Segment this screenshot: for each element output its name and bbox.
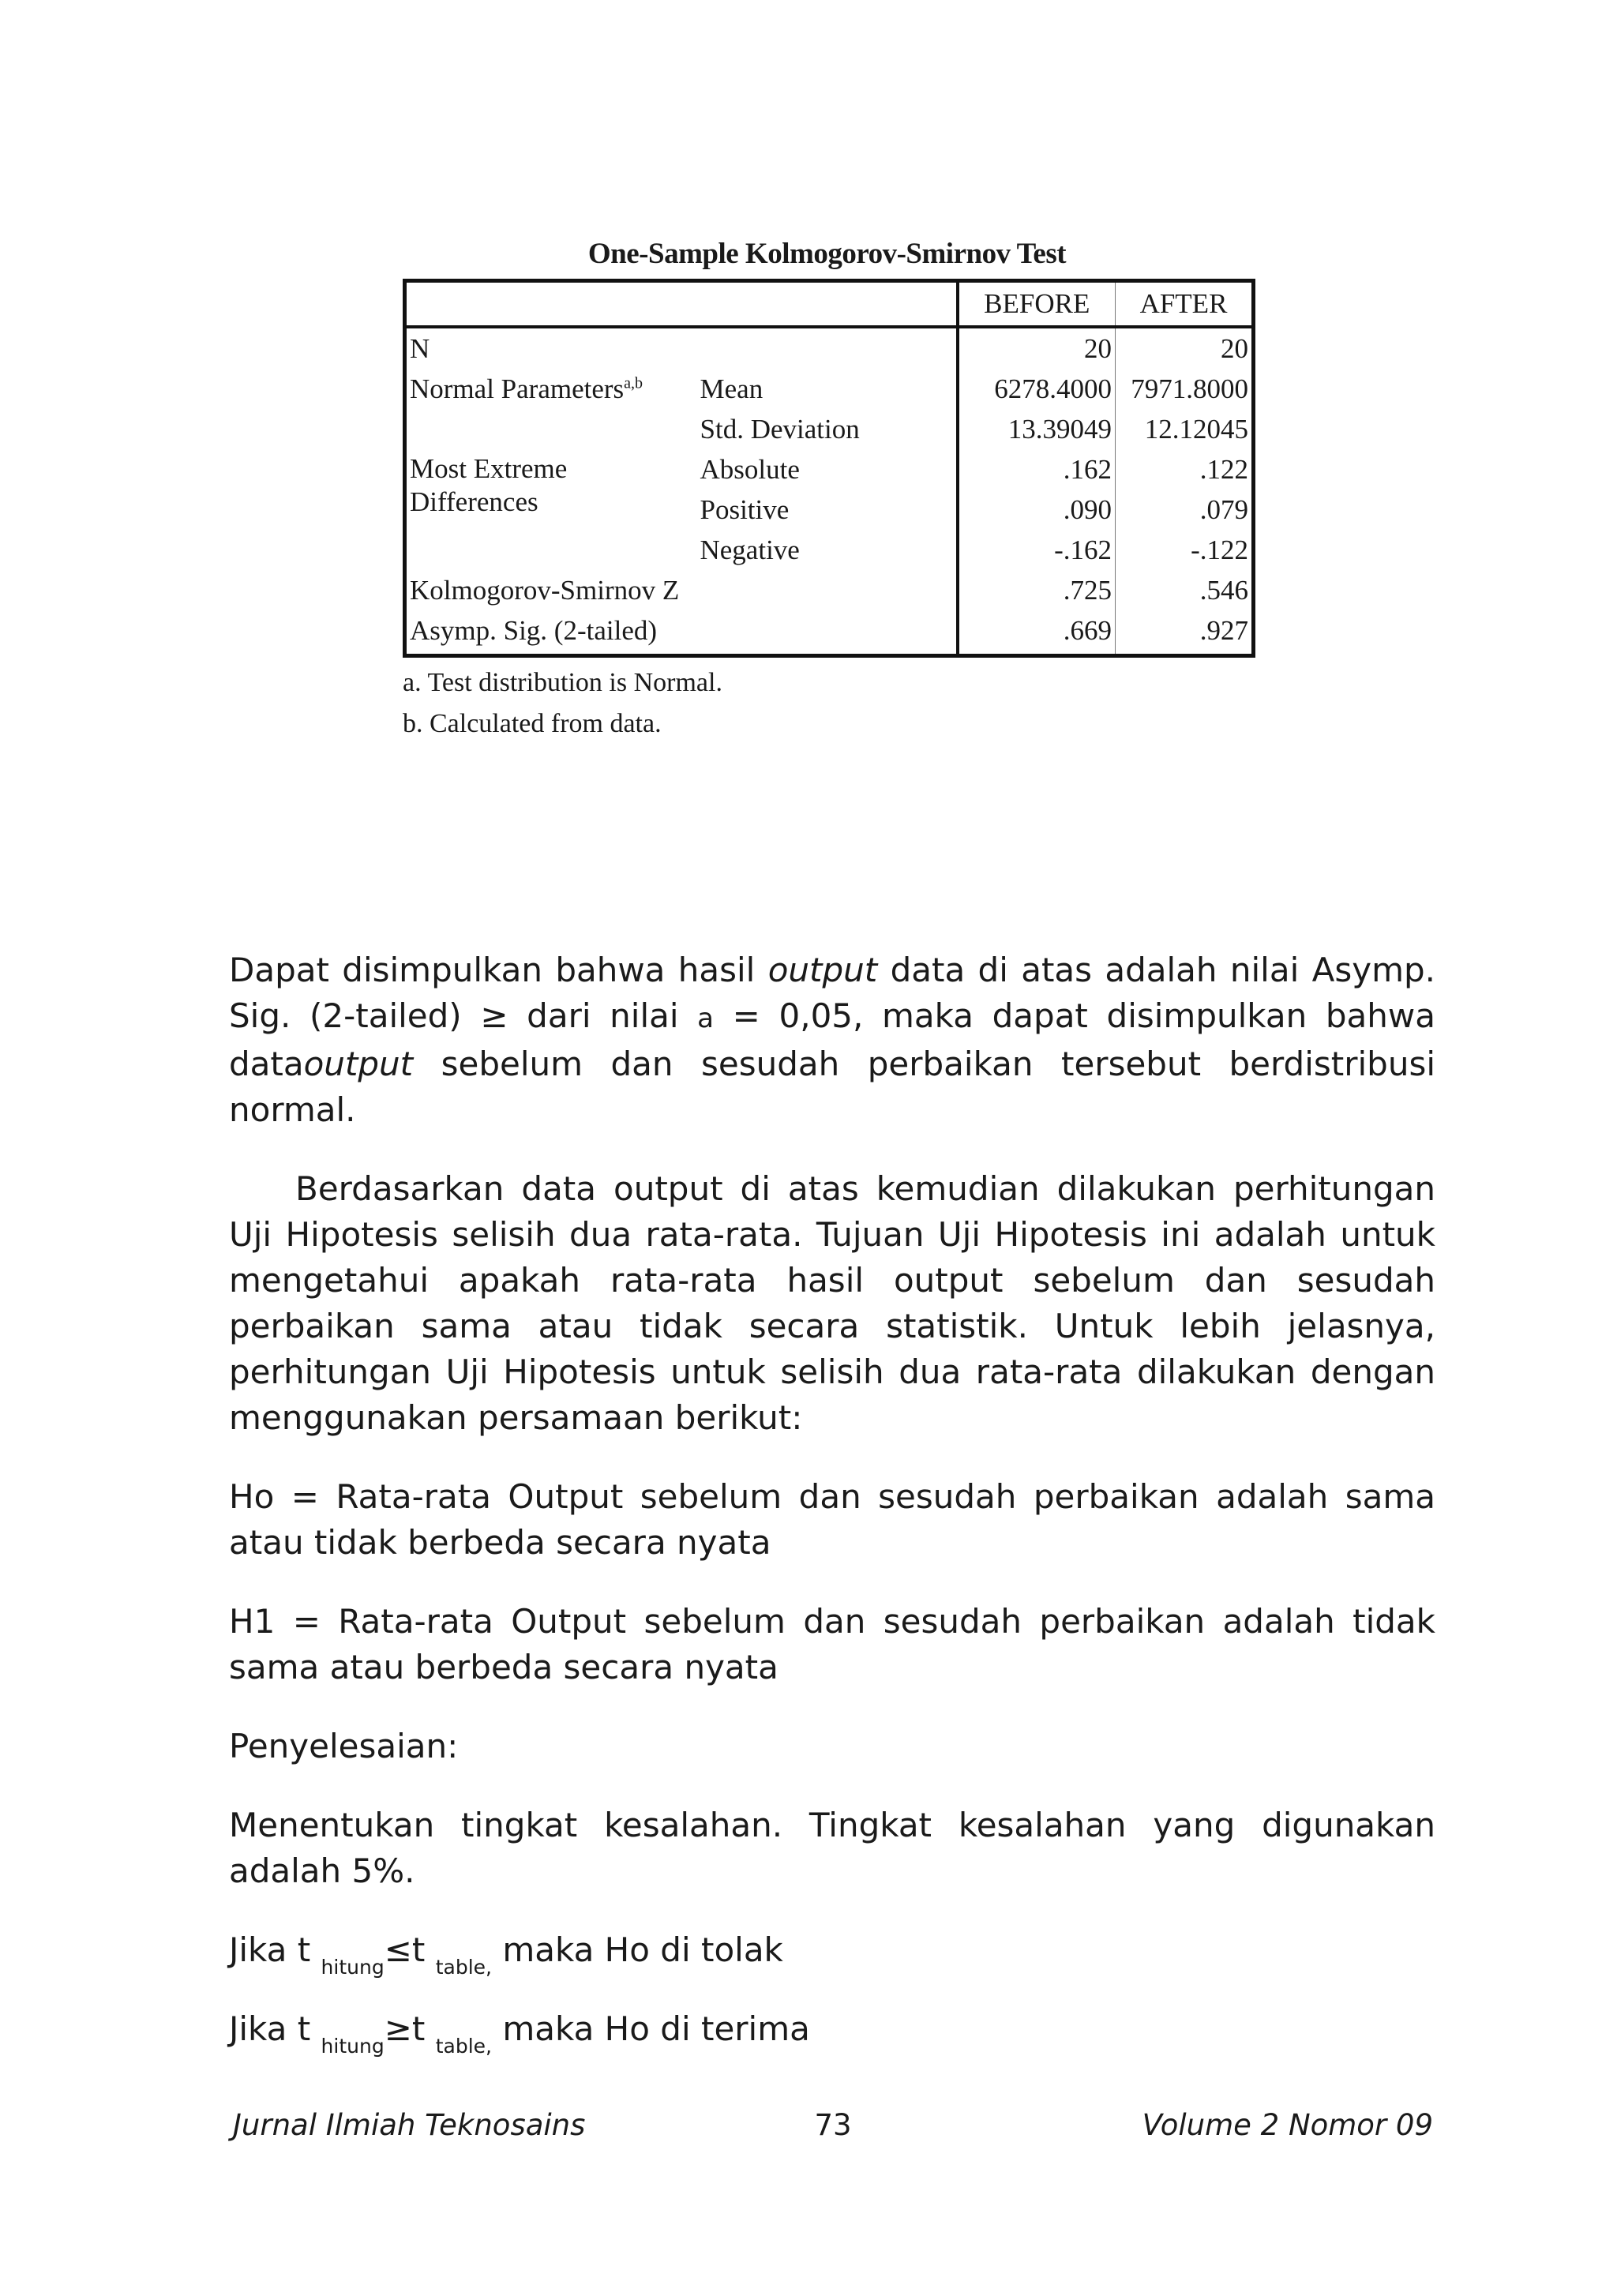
paragraph-hypothesis: Berdasarkan data output di atas kemudian dilakukan perhitungan Uji Hipotesis selisih dua rata-rata. Tujuan Uji Hipotesis ini adalah untuk mengetahui apakah rata-rata hasil output sebelum dan sesudah perbaikan sama atau tidak secara statistik. Untuk lebih jelasnya, perhitungan Uji Hipotesis untuk selisih dua rata-rata dilakukan dengan menggunakan persamaan berikut: [229,1169,1435,1437]
header-before: BEFORE [958,281,1116,328]
body-text [229,947,1435,2090]
header-empty-cell [405,281,958,328]
cell-before: .162 [1063,454,1112,485]
table-row [405,327,1254,369]
row-label: Normal Parameters$^{a,b}$ [410,373,643,404]
cell-after: .927 [1116,610,1254,656]
row-label: Most Extreme Differences [410,453,568,517]
cell-before: .669 [1063,615,1112,646]
ks-test-figure [403,237,1263,745]
row-sublabel: Std. Deviation [697,409,958,449]
table-row [405,530,1254,570]
table-row [405,449,1254,490]
row-label [405,530,697,570]
table-title: One-Sample Kolmogorov-Smirnov Test [587,238,1067,270]
row-sublabel: Positive [697,490,958,530]
table-row [405,570,1254,610]
cell-before: .090 [1063,494,1112,525]
journal-name: Jurnal Ilmiah Teknosains [233,2108,586,2142]
row-label: Kolmogorov-Smirnov Z [405,570,958,610]
hypothesis-h1: H1 = Rata-rata Output sebelum dan sesudah perbaikan adalah tidak sama atau berbeda secara nyata [229,1602,1435,1686]
cell-after: 12.12045 [1116,409,1254,449]
ks-test-table [403,279,1255,658]
row-label: Asymp. Sig. (2-tailed) [405,610,958,656]
row-sublabel: Mean [697,369,958,409]
table-notes [403,662,1263,745]
cell-after: .122 [1116,449,1254,490]
row-label [405,409,697,449]
row-sublabel [697,327,958,369]
decision-rule-reject: Jika t $_{hitung}$≤t $_{table,}$ maka Ho di tolak [229,1930,783,1979]
table-row [405,610,1254,656]
row-sublabel: Negative [697,530,958,570]
footnote-marker: a,b [624,374,643,392]
table-note: a. Test distribution is Normal. [403,668,722,697]
table-row [405,409,1254,449]
header-after: AFTER [1116,281,1254,328]
volume-label: Volume 2 Nomor 09 [1142,2108,1433,2142]
page-number: 73 [814,2108,852,2142]
cell-before: 6278.4000 [994,373,1112,404]
hypothesis-h0: Ho = Rata-rata Output sebelum dan sesudah perbaikan adalah sama atau tidak berbeda secara nyata [229,1477,1435,1562]
cell-before: 20 [1084,333,1112,364]
table-header-row [405,281,1254,328]
paragraph-conclusion: Dapat disimpulkan bahwa hasil output data di atas adalah nilai Asymp. Sig. (2-tailed) ≥ dari nilai a = 0,05, maka dapat disimpulkan bahwa dataoutput sebelum dan sesudah perbaikan tersebut berdistribusi normal. [229,951,1435,1129]
cell-before: 13.39049 [1007,414,1112,445]
cell-after: .079 [1116,490,1254,530]
cell-after: 20 [1116,327,1254,369]
penyelesaian-label: Penyelesaian: [229,1727,459,1765]
decision-rule-accept: Jika t $_{hitung}$≥t $_{table,}$ maka Ho di terima [229,2009,810,2058]
cell-after: 7971.8000 [1116,369,1254,409]
cell-before: .725 [1063,575,1112,606]
table-note: b. Calculated from data. [403,709,662,738]
paragraph-tingkat: Menentukan tingkat kesalahan. Tingkat kesalahan yang digunakan adalah 5%. [229,1806,1435,1890]
row-label: N [410,333,430,364]
table-row [405,369,1254,409]
row-sublabel: Absolute [697,449,958,490]
cell-before: -.162 [1054,535,1112,565]
cell-after: .546 [1116,570,1254,610]
cell-after: -.122 [1116,530,1254,570]
